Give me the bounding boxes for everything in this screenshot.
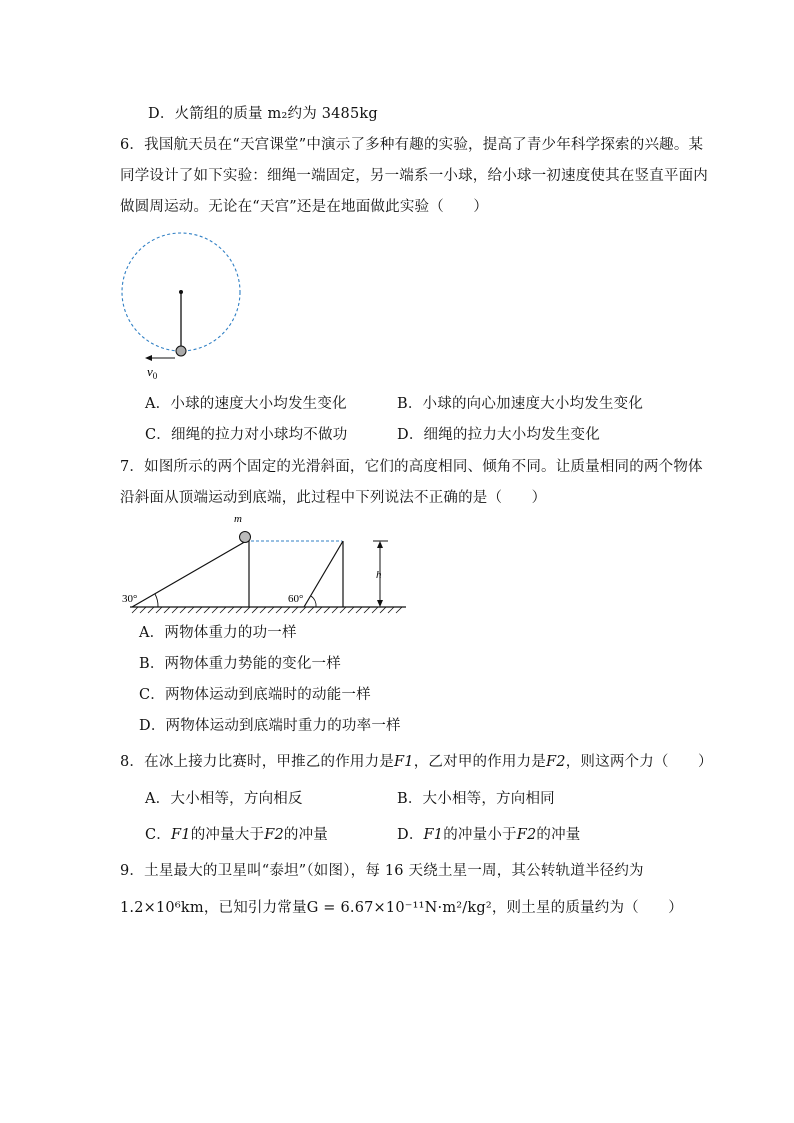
q8-option-d: [397, 825, 581, 845]
q7-option-a: A．两物体重力的功一样: [139, 625, 297, 641]
q7-option-b: B．两物体重力势能的变化一样: [139, 656, 341, 672]
q7-option-c: C．两物体运动到底端时的动能一样: [139, 687, 371, 703]
height-arrow-down: [377, 600, 383, 607]
q9-stem-line2-post: ，则土星的质量约为（ ）: [491, 900, 683, 916]
q8-stem-pre: 8．在冰上接力比赛时，甲推乙的作用力是: [120, 754, 395, 770]
q8-stem: [120, 752, 713, 772]
ground-hatching: [132, 607, 402, 613]
q6-stem-line3: 做圆周运动。无论在“天宫”还是在地面做此实验（ ）: [120, 199, 489, 215]
q6-circular-motion-figure: [115, 225, 250, 385]
gravitational-constant: G = 6.67×10⁻¹¹N·m²/kg²: [306, 900, 492, 916]
q6-option-b: B．小球的向心加速度大小均发生变化: [397, 396, 644, 412]
height-label: h: [376, 569, 382, 581]
mass-label: m: [234, 513, 242, 525]
ball: [176, 346, 186, 356]
angle-60-label: 60°: [288, 593, 304, 605]
q8-option-d-post: 的冲量: [536, 827, 581, 843]
angle-60-arc: [311, 596, 316, 607]
q6-option-d: D．细绳的拉力大小均发生变化: [397, 427, 600, 443]
q8-option-d-mid: 的冲量小于: [443, 827, 517, 843]
q7-option-d: D．两物体运动到底端时重力的功率一样: [139, 718, 401, 734]
q9-stem-line2: [120, 898, 683, 918]
q8-option-c-pre: C．: [145, 827, 171, 843]
q8-stem-post: ，则这两个力（ ）: [565, 754, 713, 770]
f2-symbol: F2: [264, 827, 284, 843]
q6-option-c: C．细绳的拉力对小球均不做功: [145, 427, 348, 443]
angle-30-label: 30°: [122, 593, 138, 605]
q8-stem-mid: ，乙对甲的作用力是: [413, 754, 547, 770]
q7-inclined-planes-figure: [118, 510, 413, 615]
q8-option-b: B．大小相等，方向相同: [397, 791, 555, 807]
f2-symbol: F2: [546, 754, 566, 770]
incline-30-slope: [132, 540, 248, 607]
height-arrow-up: [377, 541, 383, 548]
q7-stem-line2: 沿斜面从顶端运动到底端，此过程中下列说法不正确的是（ ）: [120, 490, 547, 506]
q9-orbit-radius: 1.2×10⁶km: [120, 900, 204, 916]
q8-option-c: [145, 825, 328, 845]
ball-m: [240, 532, 251, 543]
v0-label: $v_0$: [147, 364, 158, 381]
f1-symbol: F1: [394, 754, 414, 770]
q8-option-c-mid: 的冲量大于: [190, 827, 265, 843]
f1-symbol: F1: [423, 827, 444, 843]
incline-60-slope: [304, 541, 343, 607]
f1-symbol: F1: [171, 827, 191, 843]
q6-stem-line2: 同学设计了如下实验：细绳一端固定，另一端系一小球，给小球一初速度使其在竖直平面内: [120, 168, 708, 184]
f2-symbol: F2: [516, 827, 537, 843]
q9-stem-line1: 9．土星最大的卫星叫“泰坦”（如图），每 16 天绕土星一周，其公转轨道半径约为: [120, 863, 644, 879]
q7-stem-line1: 7．如图所示的两个固定的光滑斜面，它们的高度相同、倾角不同。让质量相同的两个物体: [120, 459, 703, 475]
q8-option-a: A．大小相等，方向相反: [145, 791, 303, 807]
angle-30-arc: [155, 594, 158, 607]
q9-stem-line2-mid: ，已知引力常量: [203, 900, 307, 916]
q8-option-d-pre: D．: [397, 827, 424, 843]
q6-stem-line1: 6．我国航天员在“天宫课堂”中演示了多种有趣的实验，提高了青少年科学探索的兴趣。某: [120, 137, 704, 153]
q5-option-d: D．火箭组的质量 m₂约为 3485kg: [148, 106, 378, 122]
q8-option-c-post: 的冲量: [283, 827, 328, 843]
q6-option-a: A．小球的速度大小均发生变化: [145, 396, 347, 412]
velocity-arrow-head: [145, 355, 152, 361]
